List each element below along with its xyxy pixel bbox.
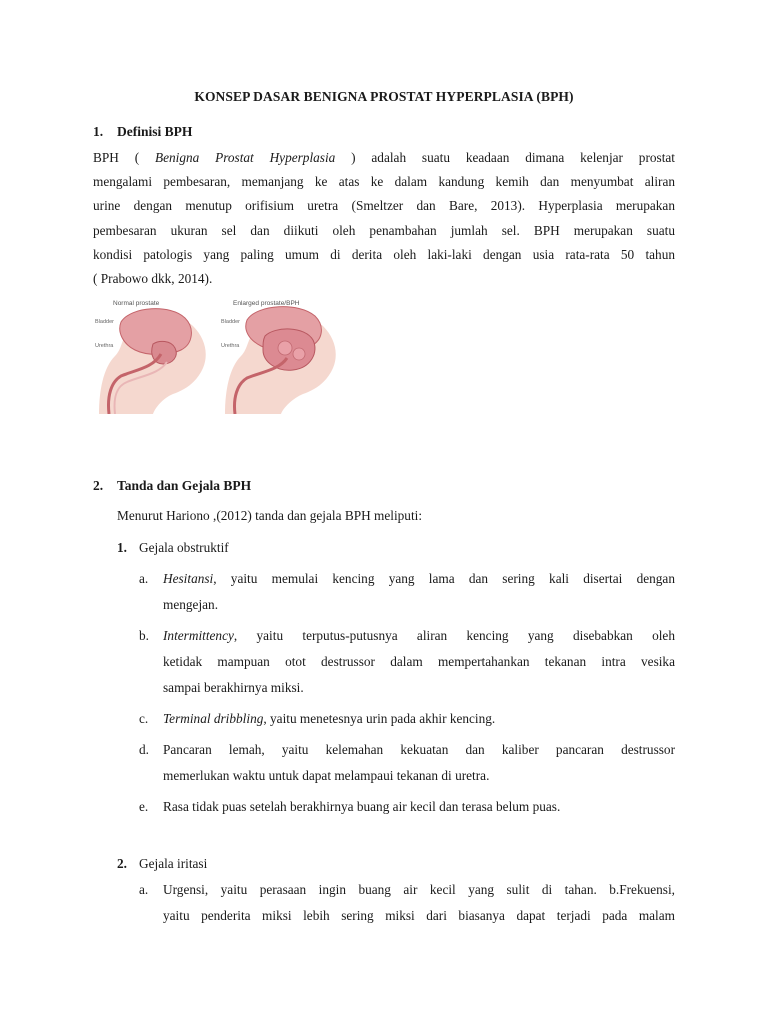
item-marker: b. <box>139 628 149 643</box>
subsection-irritative <box>117 856 207 872</box>
item-text <box>163 706 675 732</box>
item-line: yaitu penderita miksi lebih sering miksi dari biasanya dapat terjadi pada malam <box>163 908 675 923</box>
item-line: Terminal dribbling, yaitu menetesnya urin pada akhir kencing. <box>163 711 496 726</box>
enlarged-bladder-caption: Bladder <box>221 319 240 325</box>
item-text <box>163 794 675 820</box>
item-text <box>163 877 675 929</box>
definition-line-4: pembesaran ukuran sel dan diikuti oleh penambahan jumlah sel. BPH merupakan suatu <box>93 222 675 238</box>
item-text <box>163 623 675 701</box>
item-term: Hesitansi <box>163 571 214 586</box>
section-1-title: Definisi BPH <box>117 124 193 139</box>
definition-paragraph <box>93 146 675 291</box>
normal-urethra-caption: Urethra <box>95 343 114 349</box>
italic-term: Benigna Prostat Hyperplasia <box>154 150 336 165</box>
subsection-2-number: 2. <box>117 856 127 871</box>
nodule-shape <box>278 341 292 355</box>
prostate-illustration <box>93 296 341 414</box>
item-marker: e. <box>139 799 149 814</box>
item-line: Intermittency, yaitu terputus-putusnya aliran kencing yang disebabkan oleh <box>163 628 675 643</box>
definition-line-5: kondisi patologis yang paling umum di derita oleh laki-laki dengan usia rata-rata 50 tahun <box>93 246 675 262</box>
subsection-2-label: Gejala iritasi <box>139 856 208 871</box>
section-2-number: 2. <box>93 478 104 493</box>
normal-prostate-caption: Normal prostate <box>113 300 160 307</box>
normal-bladder-caption: Bladder <box>95 319 114 325</box>
item-line: Rasa tidak puas setelah berakhirnya buang air kecil dan terasa belum puas. <box>163 799 561 814</box>
item-line: Pancaran lemah, yaitu kelemahan kekuatan dan kaliber pancaran destrussor <box>163 742 675 757</box>
item-marker: a. <box>139 882 149 897</box>
nodule-shape <box>293 348 305 360</box>
enlarged-prostate-caption: Enlarged prostate/BPH <box>233 300 300 307</box>
item-term: Terminal dribbling <box>163 711 264 726</box>
definition-line-3: urine dengan menutup orifisium uretra (Smeltzer dan Bare, 2013). Hyperplasia merupakan <box>93 198 675 214</box>
subsection-1-label: Gejala obstruktif <box>139 540 229 555</box>
item-text <box>163 566 675 618</box>
item-term: Intermittency <box>163 628 234 643</box>
enlarged-urethra-caption: Urethra <box>221 343 240 349</box>
item-line: sampai berakhirnya miksi. <box>163 680 304 695</box>
item-line: mengejan. <box>163 597 219 612</box>
section-2-heading <box>93 478 251 494</box>
item-line: Urgensi, yaitu perasaan ingin buang air kecil yang sulit di tahan. b.Frekuensi, <box>163 882 675 897</box>
section-2-intro: Menurut Hariono ,(2012) tanda dan gejala BPH meliputi: <box>117 508 423 523</box>
item-line: ketidak mampuan otot destrussor dalam mempertahankan tekanan intra vesika <box>163 654 675 669</box>
item-marker: d. <box>139 742 149 757</box>
section-1-number: 1. <box>93 124 104 139</box>
item-marker: a. <box>139 571 149 586</box>
enlarged-prostate-panel <box>219 296 341 414</box>
subsection-1-number: 1. <box>117 540 127 555</box>
definition-line-1: BPH ( Benigna Prostat Hyperplasia ) adalah suatu keadaan dimana kelenjar prostat <box>93 150 675 165</box>
document-title: KONSEP DASAR BENIGNA PROSTAT HYPERPLASIA (BPH) <box>194 89 574 104</box>
item-line: Hesitansi, yaitu memulai kencing yang lama dan sering kali disertai dengan <box>163 571 675 586</box>
item-line: memerlukan waktu untuk dapat melampaui tekanan di uretra. <box>163 768 490 783</box>
section-1-heading <box>93 124 192 140</box>
item-marker: c. <box>139 711 149 726</box>
definition-line-6: ( Prabowo dkk, 2014). <box>93 270 213 286</box>
section-2-title: Tanda dan Gejala BPH <box>117 478 252 493</box>
prostate-illustration-svg <box>93 296 341 414</box>
subsection-obstructive <box>117 540 229 556</box>
item-text <box>163 737 675 789</box>
definition-line-2: mengalami pembesaran, memanjang ke atas ke dalam kandung kemih dan menyumbat aliran <box>93 174 675 190</box>
normal-prostate-panel <box>93 296 211 414</box>
